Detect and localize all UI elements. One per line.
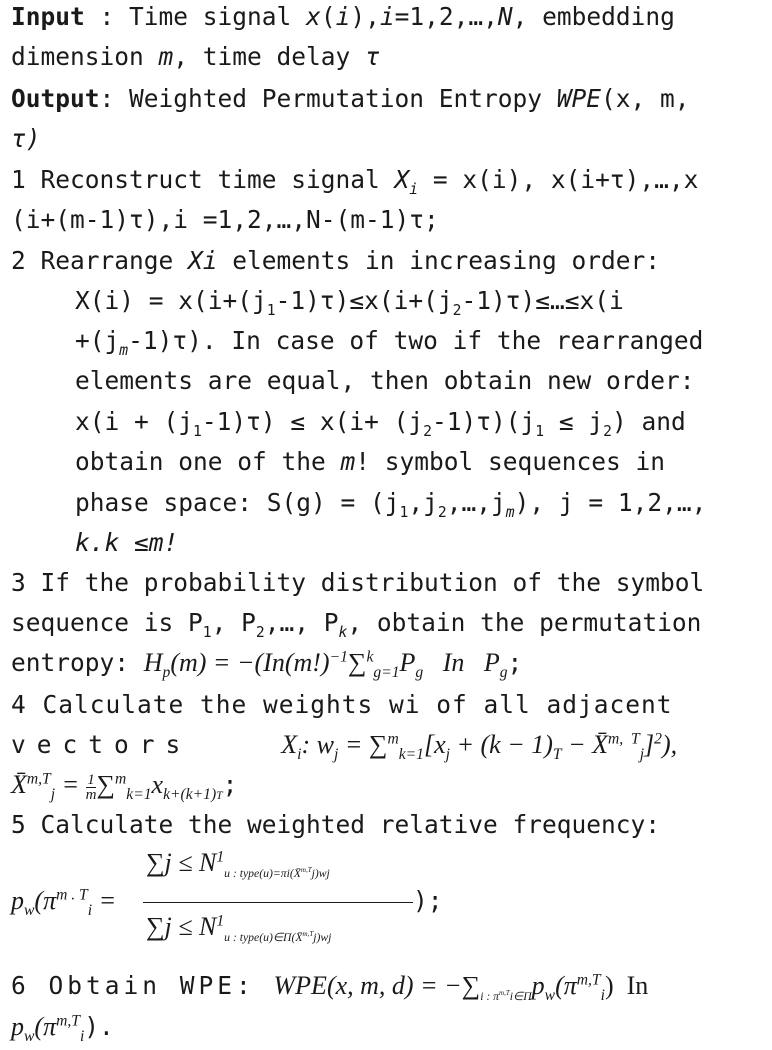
mean-formula: X̄$^{m,T}_j$ = $\frac{1}{m}$ $\sum^m_{k=1}x_{k+(k+1)T}$ [11, 770, 223, 804]
input-line-1: Input : Time signal x(i),i=1,2,…,N, embedding [11, 2, 675, 31]
output-label: Output [11, 84, 100, 113]
step2-line-4: elements are equal, then obtain new order: [75, 366, 695, 395]
step2-line-5: $x(i + (j_1-1)\tau) \le x(i+ (j_2-1)\tau)(j_1 \le j_2)$ and [75, 407, 686, 440]
step6-line-2: $p_w(\pi^{m,T}_i)$. [11, 1012, 114, 1046]
step2-line-7: phase space: $S(g) = (j_1,j_2,\dots,j_m)$, j = 1,2,…, [75, 488, 707, 521]
step2-line-2: $X(i) = x(i+(j_1-1)\tau)\le x(i+(j_2-1)\tau)\le\dots\le x(i$ [75, 286, 624, 319]
step2-line-6: obtain one of the m! symbol sequences in [75, 447, 666, 476]
step2-line-3: $+(j_m-1)\tau$). In case of two if the rearranged [75, 326, 704, 359]
step5-line-1: 5 Calculate the weighted relative frequency: [11, 810, 661, 839]
fraction-bar [143, 902, 413, 903]
step4-line-3: X̄$^{m,T}_j$ = $\frac{1}{m}$ $\sum^m_{k=1}x_{k+(k+1)T}$; [11, 770, 238, 804]
step1-line-2: (i+(m-1)τ),i =1,2,…,N-(m-1)τ; [11, 205, 439, 234]
output-line-2: τ) [11, 124, 41, 153]
step2-line-8: k.k ≤m! [75, 528, 179, 557]
step3-line-2: sequence is $P_1$, $P_2,\dots$, $P_k$, obtain the permutation [11, 608, 702, 641]
step4-line-1: 4 Calculate the weights wi of all adjacent [11, 690, 673, 719]
wpe-formula: WPE(x, m, $d) = -\sum_{i : \pi^{m,T}i\in\Pi}p_w(\pi^{m,T}_i)$ In [273, 971, 649, 1005]
step6-line-1: 6 Obtain WPE: WPE(x, m, $d) = -\sum_{i : \pi^{m,T}i\in\Pi}p_w(\pi^{m,T}_i)$ In [11, 971, 649, 1005]
entropy-formula: $H_p(m) = -(In(m!)^{-1}\sum^k_{g=1}P_g$ In $P_g$ [143, 648, 508, 682]
step3-line-1: 3 If the probability distribution of the symbol [11, 568, 705, 597]
fraction-numerator: $\sum j \le N^1_{u : type(u)=\pi i(X̄^{m,T}j)wj}$ [146, 848, 330, 881]
step4-line-2: vectors $X_i$: $w_j = \sum^m_{k=1}[x_j + (k - 1)_T$ − X̄$^{m, T}_j$]$^2$), [11, 730, 678, 764]
weights-formula: $X_i$: $w_j = \sum^m_{k=1}[x_j + (k - 1)_T$ − X̄$^{m, T}_j$]$^2$), [281, 730, 678, 764]
input-line-2: dimension m, time delay τ [11, 42, 380, 71]
fraction-denominator: $\sum j \le N^1_{u : type(u)\in\Pi(X̄^{m,T}j)wj}$ [146, 912, 332, 945]
step2-line-1: 2 Rearrange Xi elements in increasing order: [11, 246, 661, 275]
step3-line-3: entropy: $H_p(m) = -(In(m!)^{-1}\sum^k_{g=1}P_g$ In $P_g$; [11, 648, 523, 682]
input-label: Input [11, 2, 85, 31]
weighted-frequency-formula: $p_w(\pi^{m . T}_i$ = $\sum j \le N^1_{u : type(u)=\pi i(X̄^{m,T}j)wj}$ $\sum j \le N^1_{u : type(u)\in\Pi(X̄^{m,T}j)wj}$ ); [11, 848, 443, 945]
step1-line-1: 1 Reconstruct time signal $X_i = x(i)$, x(i+τ),…,x [11, 165, 699, 198]
output-line-1: Output: Weighted Permutation Entropy WPE(x, m, [11, 84, 690, 113]
